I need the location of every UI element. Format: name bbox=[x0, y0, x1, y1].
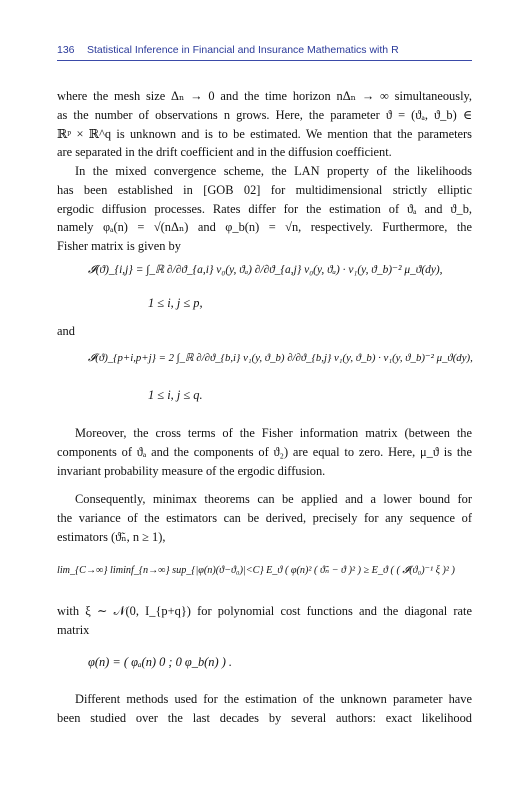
paragraph-3 bbox=[57, 424, 472, 480]
paragraph-line: are separated in the drift coefficient and in the diffusion coefficient. bbox=[57, 145, 392, 160]
paragraph-line: Fisher matrix is given by bbox=[57, 239, 181, 254]
paragraph-line: Consequently, minimax theorems can be applied and a lower bound for bbox=[75, 492, 472, 506]
paragraph-line: namely φₐ(n) = √(nΔₙ) and φ_b(n) = √n, respectively. Furthermore, the bbox=[57, 220, 472, 235]
paragraph-line: invariant probability measure of the ergodic diffusion. bbox=[57, 463, 326, 478]
running-header bbox=[57, 44, 472, 60]
equation-minimax-bound: lim_{C→∞} liminf_{n→∞} sup_{|φ(n)(ϑ−ϑ₀)|<C} E_ϑ ( φ(n)² ( ϑ̃ₙ − ϑ )² ) ≥ E_ϑ ( ( 𝓘(ϑ₀)⁻¹ ξ )² ) bbox=[57, 565, 455, 576]
paragraph-line: matrix bbox=[57, 622, 90, 637]
paragraph-line: with ξ ∼ 𝒩(0, I_{p+q}) for polynomial cost functions and the diagonal rate bbox=[57, 604, 472, 618]
page-number: 136 bbox=[57, 44, 75, 56]
paragraph-5 bbox=[57, 602, 472, 640]
paragraph-line: estimators (ϑ̃ₙ, n ≥ 1), bbox=[57, 529, 166, 544]
paragraph-line: where the mesh size Δₙ → 0 and the time horizon nΔₙ → ∞ simultaneously, bbox=[57, 89, 472, 103]
paragraph-line: In the mixed convergence scheme, the LAN property of the likelihoods bbox=[75, 164, 472, 178]
equation-condition: 1 ≤ i, j ≤ q. bbox=[148, 388, 203, 402]
paragraph-1 bbox=[57, 87, 472, 162]
paragraph-line: ℝᵖ × ℝ^q is unknown and is to be estimated. We mention that the parameters bbox=[57, 126, 472, 141]
paragraph-line: Different methods used for the estimation of the unknown parameter have bbox=[75, 692, 472, 706]
equation-fisher-drift: 𝓘(ϑ)_{i,j} = ∫_ℝ ∂/∂ϑ_{a,i} v₀(y, ϑₐ) ∂/∂ϑ_{a,j} v₀(y, ϑₐ) · v₁(y, ϑ_b)⁻² μ_ϑ(dy), bbox=[88, 264, 443, 276]
paragraph-line: and bbox=[57, 324, 75, 338]
paragraph-line: components of ϑₐ and the components of ϑ₂) are equal to zero. Here, μ_ϑ is the bbox=[57, 444, 472, 459]
paragraph-line: Moreover, the cross terms of the Fisher information matrix (between the bbox=[75, 426, 472, 440]
equation-condition: 1 ≤ i, j ≤ p, bbox=[148, 296, 203, 310]
paragraph-line: the variance of the estimators can be derived, precisely for any sequence of bbox=[57, 510, 472, 525]
paragraph-line: has been established in [GOB 02] for multidimensional strictly elliptic bbox=[57, 182, 472, 197]
book-title: Statistical Inference in Financial and Insurance Mathematics with R bbox=[87, 44, 399, 56]
paragraph-2 bbox=[57, 162, 472, 256]
paragraph-line: been studied over the last decades by several authors: exact likelihood bbox=[57, 710, 472, 725]
paragraph-6 bbox=[57, 690, 472, 728]
equation-rate-matrix: φ(n) = ( φₐ(n) 0 ; 0 φ_b(n) ) . bbox=[88, 655, 233, 669]
header-rule bbox=[57, 60, 472, 61]
equation-fisher-diffusion: 𝓘(ϑ)_{p+i,p+j} = 2 ∫_ℝ ∂/∂ϑ_{b,i} v₁(y, ϑ_b) ∂/∂ϑ_{b,j} v₁(y, ϑ_b) · v₁(y, ϑ_b)⁻² μ_ϑ(dy), bbox=[88, 352, 473, 364]
connector-text bbox=[57, 322, 472, 341]
paragraph-4 bbox=[57, 490, 472, 546]
paragraph-line: as the number of observations n grows. Here, the parameter ϑ = (ϑₐ, ϑ_b) ∈ bbox=[57, 107, 472, 122]
paragraph-line: ergodic diffusion processes. Rates differ for the estimation of ϑₐ and ϑ_b, bbox=[57, 201, 472, 216]
